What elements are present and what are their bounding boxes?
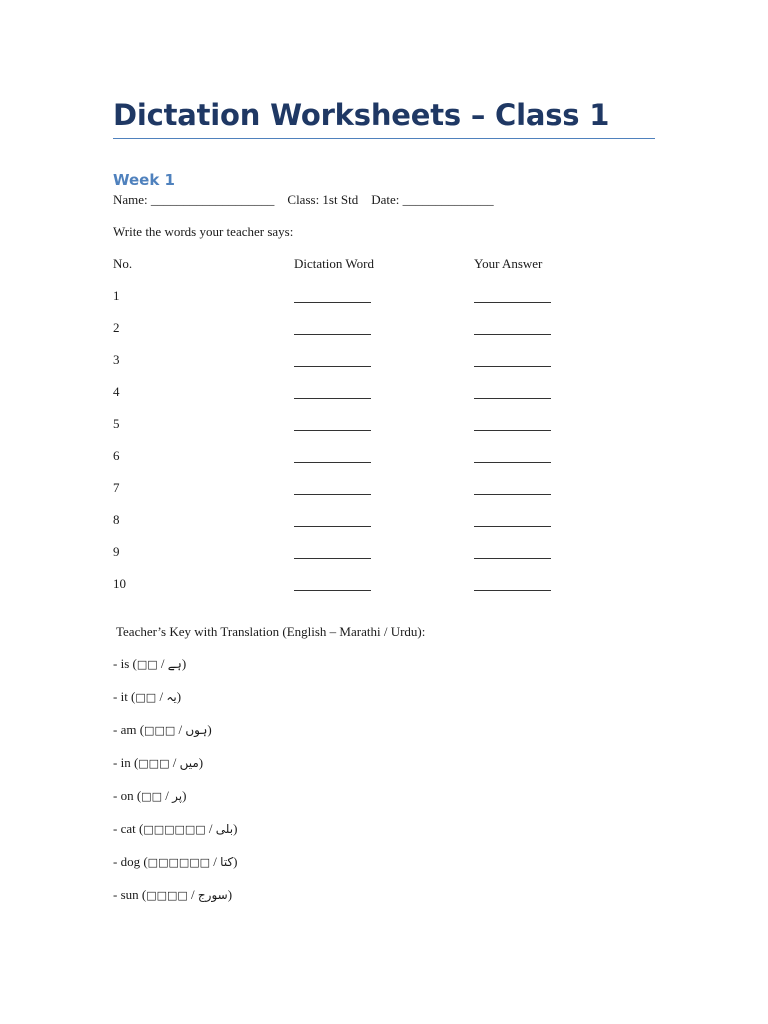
dictation-word-blank[interactable]: [294, 448, 371, 463]
key-item-close: ): [227, 887, 233, 902]
key-item-marathi: □□: [136, 658, 158, 671]
table-row: [113, 480, 655, 496]
key-item-marathi: □□: [141, 790, 162, 803]
key-item-separator: /: [187, 887, 198, 902]
key-item-english: - is (: [113, 656, 137, 671]
key-item-close: ): [233, 821, 238, 836]
row-number: 9: [113, 544, 120, 559]
key-item-close: ): [233, 854, 238, 869]
key-item-urdu: بلی: [215, 822, 234, 836]
key-item-urdu: کتا: [220, 855, 234, 869]
key-item-marathi: □□□: [144, 724, 176, 737]
answer-blank[interactable]: [474, 384, 551, 399]
answer-blank[interactable]: [474, 576, 551, 591]
table-row: [113, 320, 655, 336]
key-item-english: - it (: [113, 689, 136, 704]
key-item-english: - on (: [113, 788, 142, 803]
row-number: 2: [113, 320, 120, 335]
key-item-close: ): [182, 788, 187, 803]
key-item: [113, 821, 655, 838]
table-row: [113, 288, 655, 304]
key-item-urdu: ہوں: [185, 723, 208, 737]
key-item: [113, 788, 655, 805]
key-item: [113, 722, 655, 739]
key-item: [113, 887, 655, 904]
answer-blank[interactable]: [474, 352, 551, 367]
table-header: [113, 256, 655, 272]
answer-blank[interactable]: [474, 320, 551, 335]
key-item-close: ): [181, 656, 187, 671]
key-item-marathi: □□□□□□: [147, 856, 211, 869]
worksheet-page: [113, 96, 655, 904]
key-item-english: - am (: [113, 722, 145, 737]
key-item-separator: /: [169, 755, 180, 770]
table-row: [113, 576, 655, 592]
table-row: [113, 384, 655, 400]
table-row: [113, 352, 655, 368]
row-number: 7: [113, 480, 120, 495]
key-item-separator: /: [205, 821, 216, 836]
key-item: [113, 854, 655, 871]
key-item-marathi: □□□: [138, 757, 170, 770]
dictation-word-blank[interactable]: [294, 320, 371, 335]
key-item-urdu: سورج: [197, 888, 228, 902]
teacher-key-title: Teacher’s Key with Translation (English – Marathi / Urdu):: [116, 624, 426, 639]
row-number: 8: [113, 512, 120, 527]
table-row: [113, 512, 655, 528]
answer-blank[interactable]: [474, 512, 551, 527]
row-number: 6: [113, 448, 120, 463]
row-number: 3: [113, 352, 120, 367]
row-number: 10: [113, 576, 126, 591]
teacher-key-list: [113, 656, 655, 904]
key-item-urdu: پر: [172, 789, 183, 803]
document-title: Dictation Worksheets – Class 1: [113, 96, 655, 139]
key-item-separator: /: [175, 722, 186, 737]
dictation-word-blank[interactable]: [294, 512, 371, 527]
dictation-word-blank[interactable]: [294, 480, 371, 495]
key-item-separator: /: [210, 854, 221, 869]
key-item-english: - dog (: [113, 854, 148, 869]
dictation-word-blank[interactable]: [294, 416, 371, 431]
answer-blank[interactable]: [474, 480, 551, 495]
dictation-word-blank[interactable]: [294, 544, 371, 559]
answer-blank[interactable]: [474, 416, 551, 431]
key-item-english: - cat (: [113, 821, 144, 836]
dictation-word-blank[interactable]: [294, 384, 371, 399]
row-number: 4: [113, 384, 120, 399]
student-info-line: Name: ___________________ Class: 1st Std Date: ______________: [113, 192, 494, 207]
key-item-marathi: □□□□□□: [143, 823, 206, 836]
dictation-table-rows: [113, 288, 655, 592]
answer-blank[interactable]: [474, 288, 551, 303]
week-heading: Week 1: [113, 171, 175, 189]
row-number: 5: [113, 416, 120, 431]
row-number: 1: [113, 288, 120, 303]
key-item-close: ): [207, 722, 212, 737]
key-item: [113, 656, 655, 673]
key-item-english: - in (: [113, 755, 139, 770]
answer-blank[interactable]: [474, 544, 551, 559]
header-your-answer: Your Answer: [474, 256, 543, 271]
dictation-word-blank[interactable]: [294, 288, 371, 303]
key-item-urdu: میں: [179, 756, 199, 770]
key-item-close: ): [176, 689, 182, 704]
instructions-text: Write the words your teacher says:: [113, 224, 294, 239]
key-item-close: ): [198, 755, 204, 770]
key-item-urdu: یہ: [166, 690, 177, 704]
key-item-separator: /: [161, 788, 173, 803]
key-item-marathi: □□: [135, 691, 157, 704]
key-item-urdu: ہے: [167, 657, 182, 671]
key-item-english: - sun (: [113, 887, 147, 902]
header-no: No.: [113, 256, 133, 271]
key-item-marathi: □□□□: [146, 889, 188, 902]
table-row: [113, 416, 655, 432]
dictation-word-blank[interactable]: [294, 352, 371, 367]
key-item: [113, 755, 655, 772]
dictation-word-blank[interactable]: [294, 576, 371, 591]
answer-blank[interactable]: [474, 448, 551, 463]
table-row: [113, 448, 655, 464]
key-item-separator: /: [156, 689, 167, 704]
key-item-separator: /: [157, 656, 168, 671]
header-dictation-word: Dictation Word: [294, 256, 374, 271]
table-row: [113, 544, 655, 560]
key-item: [113, 689, 655, 706]
